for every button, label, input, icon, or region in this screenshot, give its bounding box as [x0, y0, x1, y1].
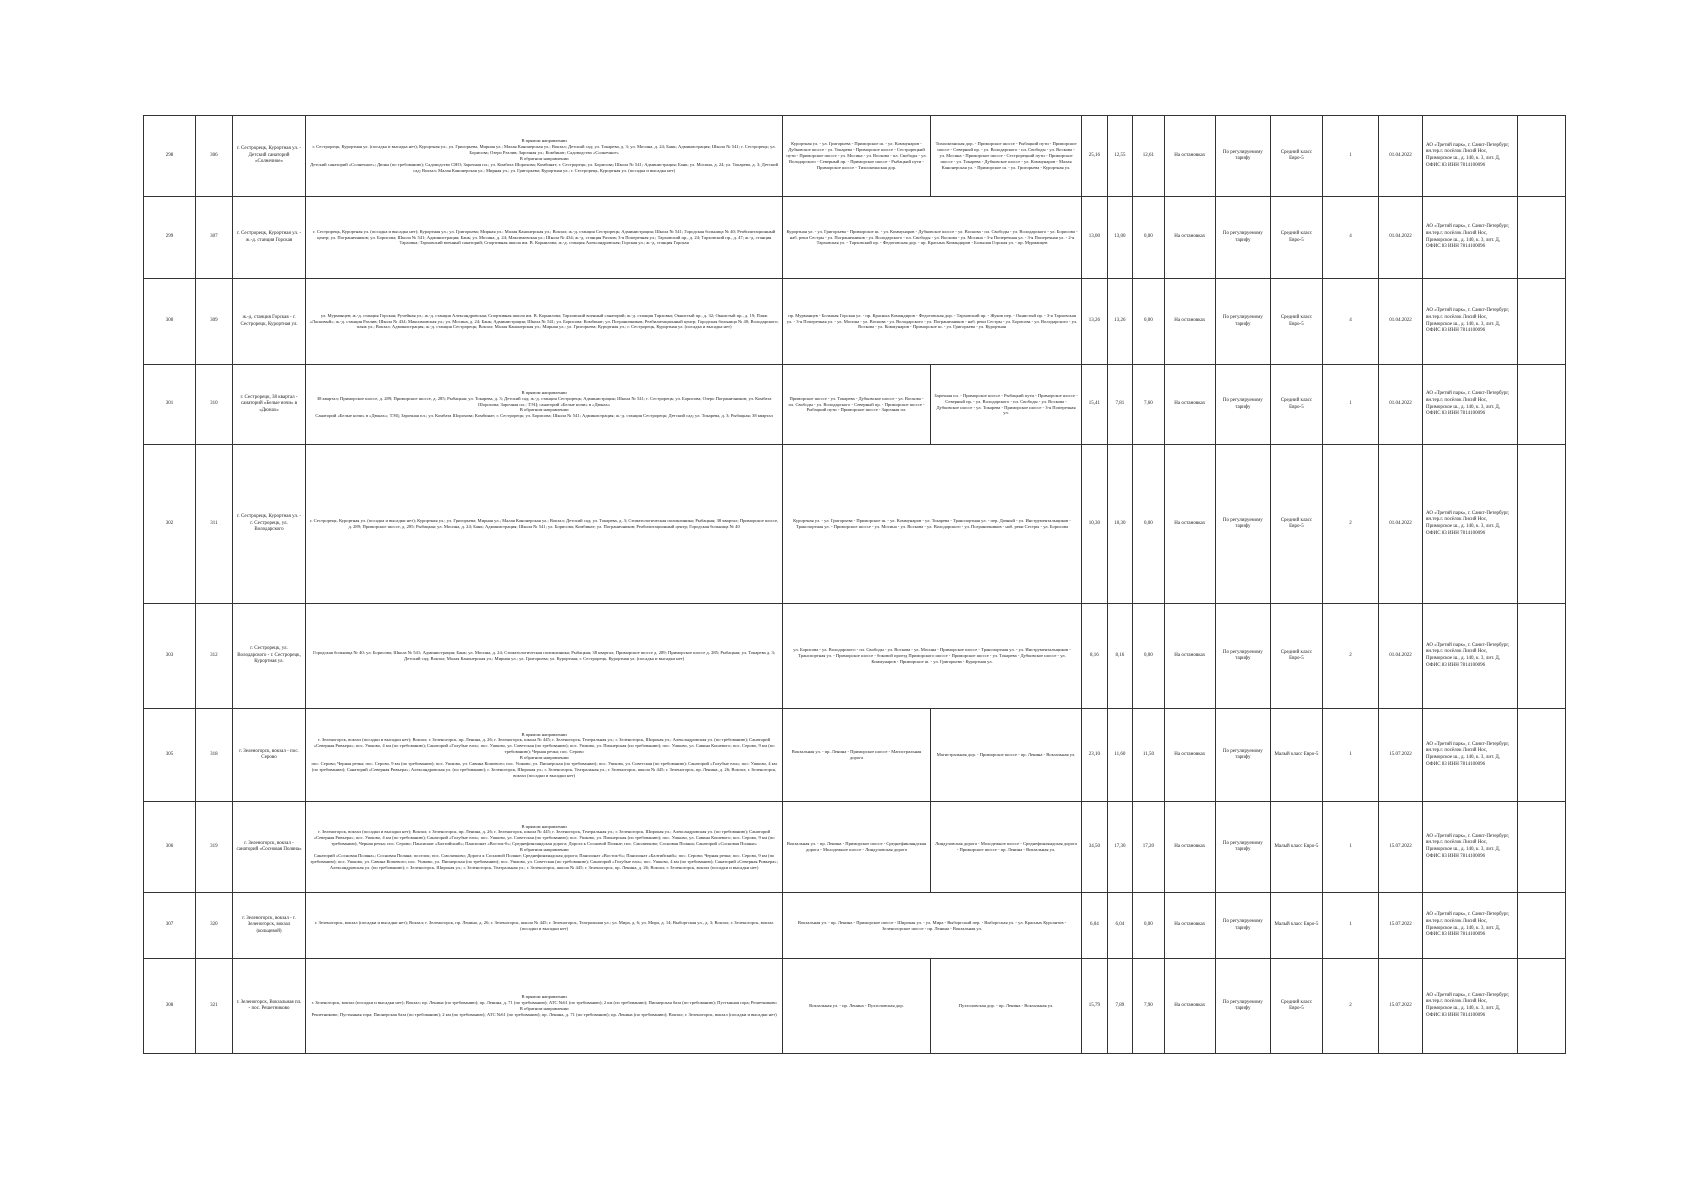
stops-backward-text: Решетниково; Пустынная гора; Пионерская база (по требованию); 2 км (по требованию); АТС №61 (по требованию); пр. Ленина, д. 71 (по требованию); пр. Ленина (по требованию); Вокзал; г. Зеленогорск, вокзал (посадки и высадки нет) [311, 1011, 777, 1017]
streets-cell: Курортная ул. - ул. Григорьева - Приморское ш. - ул. Коммунаров - Дубковское шоссе - ул. Воскова - пл. Свободы - ул. Володарского - ул. Борисова - наб. реки Сестры - ул. Пограничников - ул. Володарского - пл. Свободы - ул. Воскова - ул. Мосина - 3-я Поперечная ул. - 3-я Поперечная ул. - 2-я Тарховская ул. - Тарховский пр. - Федотовская дор. - пр. Красных Командиров - Большая Горская ул. - пр. Мурманцев [782, 197, 1081, 279]
length-backward-cell: 11,50 [1133, 709, 1165, 802]
direction-backward-title: В обратном направлении [519, 407, 569, 413]
length-backward-cell: 0,00 [1133, 279, 1165, 365]
route-number-cell: 306 [196, 116, 233, 197]
carrier-cell: АО «Третий парк», г. Санкт-Петербург, вн.тер.г. посёлок Лисий Нос, Приморское ш., д. 140, к. 3, лит. Д, ОФИС 83 ИНН 7814100096 [1422, 279, 1517, 365]
registry-number-cell: 305 [144, 709, 196, 802]
vehicle-class-cell: Средний класс Евро-5 [1270, 445, 1322, 604]
streets-forward-cell: Вокзальная ул. - пр. Ленина - Приморское шоссе - Магистральная дорога [782, 709, 930, 802]
route-number-cell: 311 [196, 445, 233, 604]
boarding-order-cell: На остановках [1164, 365, 1215, 445]
vehicle-count-cell: 1 [1322, 802, 1378, 893]
streets-forward-cell: Вокзальная ул. - пр. Ленина - Пухтоловская дор. [782, 959, 930, 1054]
streets-backward-cell: Магистральная дор. - Приморское шоссе - пр. Ленина - Вокзальная ул. [931, 709, 1082, 802]
length-total-cell: 25,16 [1082, 116, 1108, 197]
route-name-cell: г. Сестрорецк, 38 квартал - санаторий «Белые ночи» в «Дюнах» [232, 365, 305, 445]
extra-cell [1517, 802, 1565, 893]
stops-forward-text: 38 квартал; Приморское шоссе, д. 289; Приморское шоссе, д. 285; Рыбацкая; ул. Токарева, д. 3; Детский сад; ж.-д. станция Сестрорецк; Администрация; Школа № 541; г. Сестрорецк; ул. Борисова; Озеро Пограничников; ул. Комбата Шорохова; Зарочная пл.; ТЭЦ; санаторий «Белые ночи» в «Дюнах» [316, 395, 772, 407]
extra-cell [1517, 116, 1565, 197]
boarding-order-cell: На остановках [1164, 116, 1215, 197]
route-name-cell: г. Сестрорецк, ул. Володарского - г. Сестрорецк, Курортная ул. [232, 604, 305, 709]
table-row [144, 709, 1566, 802]
route-number-cell: 321 [196, 959, 233, 1054]
table-body [144, 116, 1566, 1054]
boarding-order-cell: На остановках [1164, 802, 1215, 893]
boarding-order-cell: На остановках [1164, 709, 1215, 802]
registry-number-cell: 308 [144, 959, 196, 1054]
boarding-order-cell: На остановках [1164, 604, 1215, 709]
length-total-cell: 13,00 [1082, 197, 1108, 279]
streets-cell: Курортная ул. - ул. Григорьева - Приморское ш. - ул. Коммунаров - ул. Токарева - Транспортная ул. - пер. Дачный - ул. Инструментальщиков - Транспортная ул. - Приморское шоссе - ул. Мосина - ул. Воскова - ул. Володарского - ул. Пограничников - наб. реки Сестры - ул. Борисова [782, 445, 1081, 604]
extra-cell [1517, 279, 1565, 365]
tariff-cell: По регулируемому тарифу [1215, 959, 1270, 1054]
stops-backward-text: Детский санаторий «Солнечное»; Дюны (по требованию); Садоводство СНО; Зарочная пл.; ул. Комбата Шорохова; Комбинат; г. Сестрорецк; ул. Борисова; Школа № 541; Администрация; Банк; ул. Мосина, д. 24; ул. Токарева, д. 3; Детский сад; Вокзал; Малая Канонерская ул.; Мирная ул.; ул. Григорьева; Курортная ул.; г. Сестрорецк, Курортная ул. (посадка и высадка нет) [310, 161, 779, 173]
extra-cell [1517, 365, 1565, 445]
vehicle-class-cell: Средний класс Евро-5 [1270, 604, 1322, 709]
registry-number-cell: 301 [144, 365, 196, 445]
stops-description-cell [306, 365, 783, 445]
vehicle-class-cell: Средний класс Евро-5 [1270, 365, 1322, 445]
vehicle-count-cell: 2 [1322, 604, 1378, 709]
registry-number-cell: 302 [144, 445, 196, 604]
length-total-cell: 6,04 [1082, 893, 1108, 959]
route-number-cell: 309 [196, 279, 233, 365]
stops-forward-text: ул. Мурманцев; ж.-д. станция Горская; Ручейная ул.; ж.-д. станция Александровская; Спортивная школа им. В. Корнилова; Тарховский военный санаторий; ж.-д. станция Тарховка; Окнистый пр., д. 32; Окнистый пр., д. 19; Пляж «Ласковый»; ж.-д. станция Разлив; Школа № 434; Максимовская ул.; ул. Мосина, д. 24; Банк; Администрация; Школа № 541; ул. Борисова; Комбинат; ул. Пограничников; Реабилитационный центр; Городская больница № 40; Володарского; пляж ул.; Вокзал; Администрация; ж.-д. станция Сестрорецк; Вокзал; Малая Канонерская ул.; Мирная ул.; ул. Григорьева; Курортная ул.; г. Сестрорецк, Курортная ул. (посадка и высадка нет) [309, 312, 779, 330]
stops-description-cell [306, 802, 783, 893]
vehicle-count-cell: 1 [1322, 893, 1378, 959]
stops-backward-text: Санаторий «Сосновая Поляна»; Сосновая Поляна; поселок; пос. Смолячково; Дорога к Сосновой Поляне; Среднефинляндская дорога; Пансионат «Восток-6»; Пансионат «Балтийский»; пос. Серово; Черная речка; пос. Серово, 9 км (по требованию); пос. Ушково, ул. Савина Кошевого; пос. Ушково, ул. Пионерская (по требованию); пос. Ушково, ул. Советская (по требованию); Санаторий «Голубые ели»; пос. Ушково, 4 км (по требованию); Санаторий «Северная Ривьера»; Александровская ул. (по требованию); г. Зеленогорск, Широкая ул.; г. Зеленогорск, Театральная ул.; г. Зеленогорск, школа № 445; г. Зеленогорск, пр. Ленина, д. 26; Вокзал; г. Зеленогорск, вокзал (посадки и высадки нет) [310, 852, 778, 870]
start-date-cell: 01.04.2022 [1379, 116, 1423, 197]
table-row [144, 802, 1566, 893]
length-total-cell: 8,16 [1082, 604, 1108, 709]
stops-forward-text: г. Сестрорецк, Курортная ул. (посадка и высадки нет); Курортная ул.; ул. Григорьева; Мирная ул.; Малая Канонерская ул.; Вокзал; Детский сад; ул. Токарева, д. 3; Стоматологическая поликлиника; Рыбацкая; 38 квартал; Приморское шоссе, д. 289; Приморское шоссе, д. 285; Рыбацкая; ул. Мосина, д. 24; Банк; Администрация; Школа № 541; ул. Борисова; Комбинат; ул. Пограничников; Реабилитационный центр; Городская больница № 40 [310, 518, 779, 529]
stops-forward-text: г. Зеленогорск, вокзал (посадки и высадки нет); Вокзал; г. Зеленогорск, пр. Ленина, д. 26; г. Зеленогорск, школа № 445; г. Зеленогорск, Театральная ул.; г. Зеленогорск, Широкая ул.; Александровская ул. (по требованию); Санаторий «Северная Ривьера»; пос. Ушково, 4 км (по требованию); Санаторий «Голубые ели»; пос. Ушково, ул. Советская (по требованию); пос. Ушково, ул. Пионерская (по требованию); пос. Ушково, ул. Савина Кошевого; пос. Серово, 9 км (по требованию); Черная речка; пос. Серово; Пансионат «Балтийский»; Пансионат «Восток-6»; Среднефинляндская дорога; Дорога к Сосновой Поляне; пос. Смолячково; Сосновая Поляна; Санаторий «Сосновая Поляна» [313, 829, 775, 847]
start-date-cell: 01.04.2022 [1379, 365, 1423, 445]
route-number-cell: 312 [196, 604, 233, 709]
extra-cell [1517, 959, 1565, 1054]
route-number-cell: 319 [196, 802, 233, 893]
route-number-cell: 318 [196, 709, 233, 802]
stops-description-cell [306, 197, 783, 279]
stops-backward-text: Санаторий «Белые ночи» в «Дюнах»; ТЭЦ; Зарочная пл.; ул. Комбата Шорохова; Комбинат; г. Сестрорецк; ул. Борисова; Школа № 541; Администрация; ж.-д. станция Сестрорецк; Детский сад; ул. Токарева, д. 3; Рыбацкая; 38 квартал [315, 413, 773, 419]
carrier-cell: АО «Третий парк», г. Санкт-Петербург, вн.тер.г. посёлок Лисий Нос, Приморское ш., д. 140, к. 3, лит. Д, ОФИС 83 ИНН 7814100096 [1422, 445, 1517, 604]
direction-backward-title: В обратном направлении [519, 156, 569, 161]
length-backward-cell: 17,20 [1133, 802, 1165, 893]
route-name-cell: ж.-д. станция Горская - г. Сестрорецк, Курортная ул. [232, 279, 305, 365]
length-forward-cell: 17,30 [1107, 802, 1133, 893]
route-number-cell: 307 [196, 197, 233, 279]
tariff-cell: По регулируемому тарифу [1215, 709, 1270, 802]
stops-forward-text: г. Зеленогорск, вокзал (посадки и высадки нет); Вокзал; г. Зеленогорск, пр. Ленина, д. 26; г. Зеленогорск, школа № 445; г. Зеленогорск, Театральная ул.; г. Зеленогорск, Широкая ул.; Александровская ул. (по требованию); Санаторий «Северная Ривьера»; пос. Ушково, 4 км (по требованию); Санаторий «Голубые ели»; пос. Ушково, ул. Советская (по требованию); пос. Ушково, ул. Пионерская (по требованию); пос. Ушково, ул. Савина Кошевого; пос. Серово, 9 км (по требованию); Черная речка; пос. Серово [313, 737, 775, 755]
boarding-order-cell: На остановках [1164, 197, 1215, 279]
stops-description-cell [306, 893, 783, 959]
start-date-cell: 01.04.2022 [1379, 445, 1423, 604]
stops-backward-text: пос. Серово; Черная речка; пос. Серово, 9 км (по требованию); пос. Ушково, ул. Савина Кошевого; пос. Ушково, ул. Пионерская (по требованию); пос. Ушково, ул. Советская (по требованию); Санаторий «Голубые ели»; пос. Ушково, 4 км (по требованию); Санаторий «Северная Ривьера»; Александровская ул. (по требованию); г. Зеленогорск, Широкая ул.; г. Зеленогорск, Театральная ул.; г. Зеленогорск, школа № 445; г. Зеленогорск, пр. Ленина, д. 26; Вокзал; г. Зеленогорск, вокзал (посадки и высадки нет) [311, 760, 777, 778]
streets-backward-cell: Линдуловская дорога - Молодежное шоссе - Среднефинляндская дорога - Приморское шоссе - пр. Ленина - Вокзальная ул. [931, 802, 1082, 893]
stops-description-cell [306, 604, 783, 709]
vehicle-count-cell: 2 [1322, 445, 1378, 604]
registry-number-cell: 306 [144, 802, 196, 893]
route-number-cell: 320 [196, 893, 233, 959]
route-name-cell: г. Зеленогорск, вокзал - г. Зеленогорск, вокзал (кольцевой) [232, 893, 305, 959]
extra-cell [1517, 445, 1565, 604]
tariff-cell: По регулируемому тарифу [1215, 604, 1270, 709]
extra-cell [1517, 604, 1565, 709]
length-backward-cell: 0,00 [1133, 893, 1165, 959]
tariff-cell: По регулируемому тарифу [1215, 802, 1270, 893]
vehicle-class-cell: Малый класс Евро-5 [1270, 802, 1322, 893]
registry-number-cell: 298 [144, 116, 196, 197]
table-row [144, 279, 1566, 365]
start-date-cell: 15.07.2022 [1379, 893, 1423, 959]
direction-forward-title: В прямом направлении [521, 994, 567, 1000]
tariff-cell: По регулируемому тарифу [1215, 197, 1270, 279]
route-name-cell: г. Сестрорецк, Курортная ул. - г. Сестрорецк, ул. Володарского [232, 445, 305, 604]
table-row [144, 445, 1566, 604]
tariff-cell: По регулируемому тарифу [1215, 116, 1270, 197]
boarding-order-cell: На остановках [1164, 445, 1215, 604]
tariff-cell: По регулируемому тарифу [1215, 279, 1270, 365]
streets-forward-cell: Курортная ул. - ул. Григорьева - Приморское ш. - ул. Коммунаров - Дубковское шоссе - ул. Токарева - Приморское шоссе - Сестрорецкий пути - Приморское шоссе - ул. Мосина - ул. Воскова - пл. Свободы - ул. Володарского - Северный пр. - Приморское шоссе - Рыбацкий пути - Приморское шоссе - Тихоокеанская дор. [782, 116, 930, 197]
stops-description-cell [306, 116, 783, 197]
vehicle-class-cell: Малый класс Евро-5 [1270, 893, 1322, 959]
start-date-cell: 15.07.2022 [1379, 709, 1423, 802]
length-backward-cell: 12,61 [1133, 116, 1165, 197]
streets-cell: Вокзальная ул. - пр. Ленина - Приморское шоссе - Широкая ул. - ул. Мира - Выборгский пер. - Выборгская ул. - ул. Красных Курсантов - Зеленогорское шоссе - пр. Ленина - Вокзальная ул. [782, 893, 1081, 959]
length-total-cell: 10,30 [1082, 445, 1108, 604]
boarding-order-cell: На остановках [1164, 279, 1215, 365]
vehicle-count-cell: 4 [1322, 197, 1378, 279]
length-total-cell: 23,10 [1082, 709, 1108, 802]
carrier-cell: АО «Третий парк», г. Санкт-Петербург, вн.тер.г. посёлок Лисий Нос, Приморское ш., д. 140, к. 3, лит. Д, ОФИС 83 ИНН 7814100096 [1422, 959, 1517, 1054]
route-name-cell: г. Зеленогорск, вокзал - пос. Серово [232, 709, 305, 802]
length-total-cell: 15,41 [1082, 365, 1108, 445]
length-forward-cell: 6,04 [1107, 893, 1133, 959]
vehicle-count-cell: 1 [1322, 116, 1378, 197]
stops-description-cell [306, 959, 783, 1054]
streets-cell: пр. Мурманцев - Большая Горская ул. - пр. Красных Командиров - Федотовская дор. - Тарховский пр. - Жуков пер. - Окнистый пр. - 3-я Тарховская ул. - 3-я Поперечная ул. - ул. Мосина - ул. Воскова - ул. Володарского - ул. Пограничников - наб. реки Сестры - ул. Борисова - ул. Володарского - ул. Воскова - ул. Коммунаров - Приморское ш. - ул. Григорьева - ул. Курортная [782, 279, 1081, 365]
extra-cell [1517, 197, 1565, 279]
carrier-cell: АО «Третий парк», г. Санкт-Петербург, вн.тер.г. посёлок Лисий Нос, Приморское ш., д. 140, к. 3, лит. Д, ОФИС 83 ИНН 7814100096 [1422, 893, 1517, 959]
table-row [144, 116, 1566, 197]
stops-forward-text: г. Сестрорецк, Курортная ул. (посадка и высадка нет); Курортная ул.; ул. Григорьева; Мирная ул.; Малая Канонерская ул.; Вокзал; ж.-д. станция Сестрорецк; Администрация; Школа № 541; Городская больница № 40; Реабилитационный центр; ул. Пограничников; ул. Борисова; Школа № 541; Администрация; Банк; ул. Мосина, д. 24; Максимовская ул.; Школа № 434; ж.-д. станция Разлив; 3-я Поперечная ул.; Тарховский пр., д. 24; Тарховский пр., д. 47; ж.-д. станция Тарховка; Тарховский военный санаторий; Спортивная школа им. В. Корнилова; ж.-д. станция Александровская; Горская ул.; ж.-д. станция Горская [313, 228, 776, 246]
stops-forward-text: Городская больница № 40; ул. Борисова; Школа № 541; Администрация; Банк; ул. Мосина, д. 24; Стоматологическая поликлиника; Рыбацкая; 38 квартал; Приморское шоссе д. 289; Приморское шоссе д. 285; Рыбацкая; ул. Токарева д. 3; Детский сад; Вокзал; Малая Канонерская ул.; Мирная ул.; ул. Григорьева; ул. Курортная; г. Сестрорецк, Курортная ул. (посадка и высадки нет) [313, 650, 776, 661]
length-forward-cell: 11,60 [1107, 709, 1133, 802]
length-forward-cell: 12,55 [1107, 116, 1133, 197]
tariff-cell: По регулируемому тарифу [1215, 365, 1270, 445]
stops-description-cell [306, 445, 783, 604]
start-date-cell: 15.07.2022 [1379, 959, 1423, 1054]
stops-forward-text: г. Зеленогорск, вокзал (посадки и высадки нет); Вокзал; пр. Ленина (по требованию); пр. Ленина, д. 71 (по требованию); АТС №61 (по требованию); 2 км (по требованию); Пионерская база (по требованию); Пустынная гора; Решетниково [311, 1000, 777, 1006]
route-name-cell: г. Сестрорецк, Курортная ул. - Детский санаторий «Солнечное» [232, 116, 305, 197]
registry-number-cell: 303 [144, 604, 196, 709]
vehicle-class-cell: Средний класс Евро-5 [1270, 279, 1322, 365]
extra-cell [1517, 709, 1565, 802]
streets-backward-cell: Зарочная пл. - Приморское шоссе - Рыбацкий пути - Приморское шоссе - Северный пр. - ул. Володарского - пл. Свободы - ул. Воскова - Дубковское шоссе - ул. Токарева - Приморское шоссе - 3-я Поперечная ул. [931, 365, 1082, 445]
vehicle-count-cell: 1 [1322, 365, 1378, 445]
stops-description-cell [306, 709, 783, 802]
length-backward-cell: 0,00 [1133, 197, 1165, 279]
stops-forward-text: г. Сестрорецк, Курортная ул. (посадка и высадка нет); Курортная ул.; ул. Григорьева, Мирная ул.; Малая Канонерская ул.; Вокзал; Детский сад; ул. Токарева, д. 3; ул. Мосина, д. 24; Банк; Администрация; Школа № 541; г. Сестрорецк; ул. Борисова; Озеро Разлив; Зарочная ул.; Комбинат; Садоводство «Солнечное» [312, 144, 776, 156]
streets-forward-cell: Вокзальная ул. - пр. Ленина - Приморское шоссе - Среднефинляндская дорога - Молодежное шоссе - Линдуловская дорога [782, 802, 930, 893]
length-forward-cell: 13,26 [1107, 279, 1133, 365]
length-forward-cell: 8,16 [1107, 604, 1133, 709]
start-date-cell: 01.04.2022 [1379, 279, 1423, 365]
vehicle-class-cell: Средний класс Евро-5 [1270, 116, 1322, 197]
start-date-cell: 01.04.2022 [1379, 604, 1423, 709]
route-name-cell: г. Зеленогорск, Вокзальная пл. - пос. Решетниково [232, 959, 305, 1054]
vehicle-count-cell: 1 [1322, 709, 1378, 802]
tariff-cell: По регулируемому тарифу [1215, 445, 1270, 604]
direction-forward-title: В прямом направлении [521, 731, 567, 737]
table-row [144, 959, 1566, 1054]
streets-forward-cell: Приморское шоссе - ул. Токарева - Дубковское шоссе - ул. Воскова - пл. Свободы - ул. Володарского - Северный пр. - Приморское шоссе - Рыбацкий пути - Приморское шоссе - Зарочная пл. [782, 365, 930, 445]
tariff-cell: По регулируемому тарифу [1215, 893, 1270, 959]
table-row [144, 893, 1566, 959]
direction-backward-title: В обратном направлении [519, 847, 569, 852]
length-total-cell: 13,26 [1082, 279, 1108, 365]
length-forward-cell: 7,89 [1107, 959, 1133, 1054]
length-backward-cell: 0,00 [1133, 445, 1165, 604]
route-number-cell: 310 [196, 365, 233, 445]
length-backward-cell: 7,60 [1133, 365, 1165, 445]
carrier-cell: АО «Третий парк», г. Санкт-Петербург, вн.тер.г. посёлок Лисий Нос, Приморское ш., д. 140, к. 3, лит. Д, ОФИС 83 ИНН 7814100096 [1422, 365, 1517, 445]
direction-forward-title: В прямом направлении [521, 389, 567, 395]
carrier-cell: АО «Третий парк», г. Санкт-Петербург, вн.тер.г. посёлок Лисий Нос, Приморское ш., д. 140, к. 3, лит. Д, ОФИС 83 ИНН 7814100096 [1422, 709, 1517, 802]
start-date-cell: 15.07.2022 [1379, 802, 1423, 893]
direction-backward-title: В обратном направлении [519, 1006, 569, 1011]
length-forward-cell: 13,00 [1107, 197, 1133, 279]
streets-backward-cell: Тихоокеанская дор. - Приморское шоссе - Рыбацкий пути - Приморское шоссе - Северный пр. - ул. Володарского - пл. Свободы - ул. Воскова - ул. Мосина - Приморское шоссе - Сестрорецкий пути - Приморское шоссе - ул. Токарева - Дубковское шоссе - ул. Коммунаров - Малая Канонерская ул. - Приморское ш. - ул. Григорьева - Курортная ул. [931, 116, 1082, 197]
registry-number-cell: 307 [144, 893, 196, 959]
start-date-cell: 01.04.2022 [1379, 197, 1423, 279]
length-total-cell: 34,50 [1082, 802, 1108, 893]
streets-backward-cell: Пухтоловская дор. - пр. Ленина - Вокзальная ул. [931, 959, 1082, 1054]
vehicle-class-cell: Малый класс Евро-5 [1270, 709, 1322, 802]
stops-description-cell [306, 279, 783, 365]
vehicle-count-cell: 2 [1322, 959, 1378, 1054]
boarding-order-cell: На остановках [1164, 959, 1215, 1054]
carrier-cell: АО «Третий парк», г. Санкт-Петербург, вн.тер.г. посёлок Лисий Нос, Приморское ш., д. 140, к. 3, лит. Д, ОФИС 83 ИНН 7814100096 [1422, 197, 1517, 279]
table-row [144, 197, 1566, 279]
route-name-cell: г. Сестрорецк, Курортная ул. - ж.-д. станция Горская [232, 197, 305, 279]
direction-backward-title: В обратном направлении [519, 755, 569, 760]
table-row [144, 604, 1566, 709]
direction-forward-title: В прямом направлении [521, 823, 567, 829]
vehicle-count-cell: 4 [1322, 279, 1378, 365]
vehicle-class-cell: Средний класс Евро-5 [1270, 959, 1322, 1054]
carrier-cell: АО «Третий парк», г. Санкт-Петербург, вн.тер.г. посёлок Лисий Нос, Приморское ш., д. 140, к. 3, лит. Д, ОФИС 83 ИНН 7814100096 [1422, 604, 1517, 709]
carrier-cell: АО «Третий парк», г. Санкт-Петербург, вн.тер.г. посёлок Лисий Нос, Приморское ш., д. 140, к. 3, лит. Д, ОФИС 83 ИНН 7814100096 [1422, 802, 1517, 893]
carrier-cell: АО «Третий парк», г. Санкт-Петербург, вн.тер.г. посёлок Лисий Нос, Приморское ш., д. 140, к. 3, лит. Д, ОФИС 83 ИНН 7814100096 [1422, 116, 1517, 197]
routes-table [143, 115, 1566, 1054]
streets-cell: ул. Борисова - ул. Володарского - пл. Свободы - ул. Воскова - ул. Мосина - Приморское шоссе - Транспортная ул. - ул. Инструментальщиков - Транспортная ул. - Приморское шоссе - боковой проезд Приморского шоссе - Приморское шоссе - ул. Токарева - Дубковское шоссе - ул. Коммунаров - Приморское ш. - ул. Григорьева - Курортная ул. [782, 604, 1081, 709]
stops-forward-text: г. Зеленогорск, вокзал (посадки и высадки нет); Вокзал; г. Зеленогорск, пр. Ленина, д. 26; г. Зеленогорск, школа № 445; г. Зеленогорск, Театральная ул.; ул. Мира, д. 6; ул. Мира, д. 14; Выборгская ул., д. 3; Вокзал; г. Зеленогорск, вокзал (посадки и высадки нет) [314, 919, 774, 931]
length-forward-cell: 10,30 [1107, 445, 1133, 604]
length-forward-cell: 7,81 [1107, 365, 1133, 445]
boarding-order-cell: На остановках [1164, 893, 1215, 959]
vehicle-class-cell: Средний класс Евро-5 [1270, 197, 1322, 279]
registry-number-cell: 300 [144, 279, 196, 365]
extra-cell [1517, 893, 1565, 959]
route-name-cell: г. Зеленогорск, вокзал - санаторий «Сосновая Поляна» [232, 802, 305, 893]
table-row [144, 365, 1566, 445]
direction-forward-title: В прямом направлении [521, 138, 567, 144]
registry-number-cell: 299 [144, 197, 196, 279]
length-total-cell: 15,79 [1082, 959, 1108, 1054]
length-backward-cell: 0,00 [1133, 604, 1165, 709]
length-backward-cell: 7,90 [1133, 959, 1165, 1054]
